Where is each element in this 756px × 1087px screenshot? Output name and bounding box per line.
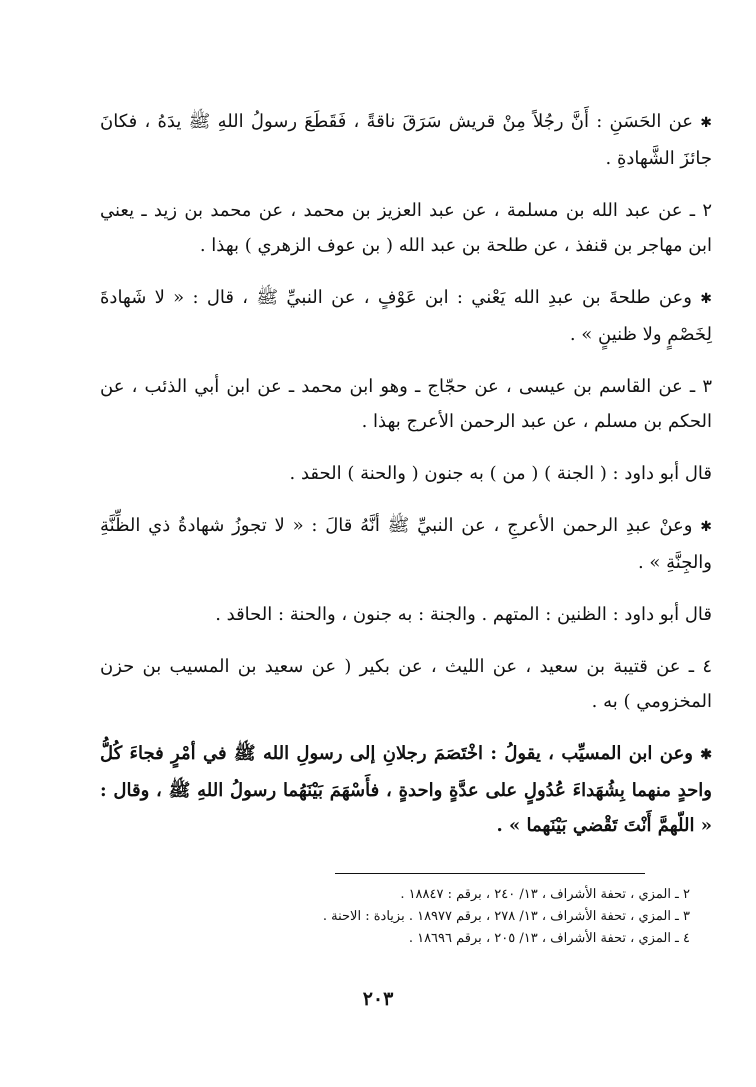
footnote-3: ٣ ـ المزي ، تحفة الأشراف ، ١٣/ ٢٧٨ ، برقم ١٨٩٧٧ . بزيادة : الاحنة . xyxy=(322,909,690,924)
paragraph-chain-3 xyxy=(100,369,712,439)
paragraph-text: ٤ ـ عن قتيبة بن سعيد ، عن الليث ، عن بكير ( عن سعيد بن المسيب بن حزن المخزومي ) به . xyxy=(100,656,712,712)
main-text xyxy=(100,104,712,843)
footnote-2: ٢ ـ المزي ، تحفة الأشراف ، ١٣/ ٢٤٠ ، برقم : ١٨٨٤٧ . xyxy=(400,887,690,902)
paragraph-hadith-3 xyxy=(100,508,712,580)
paragraph-text: عن الحَسَنِ : أَنَّ رجُلاً مِنْ قريش سَرَقَ ناقةً ، فَقَطَعَ رسولُ اللهِ ﷺ يدَهُ ، فكانَ جائزَ الشَّهادةِ . xyxy=(100,111,712,169)
paragraph-hadith-4 xyxy=(100,736,712,843)
star-marker-icon: ✱ xyxy=(700,519,712,535)
star-marker-icon: ✱ xyxy=(700,747,712,763)
star-marker-icon: ✱ xyxy=(700,291,712,307)
paragraph-text: ٢ ـ عن عبد الله بن مسلمة ، عن عبد العزيز بن محمد ، عن محمد بن زيد ـ يعني ابن مهاجر بن قنفذ ، عن طلحة بن عبد الله ( بن عوف الزهري ) بهذا . xyxy=(100,200,712,256)
footnotes xyxy=(200,884,690,950)
paragraph-abu-dawud-note-1 xyxy=(100,456,712,491)
paragraph-text: وعن طلحةَ بن عبدِ الله يَعْني : ابن عَوْفٍ ، عن النبيِّ ﷺ ، قال : « لا شَهادةَ لِخَصْمٍ ولا ظنينٍ » . xyxy=(100,287,712,345)
paragraph-hadith-2 xyxy=(100,280,712,352)
paragraph-text: وعن ابن المسيِّب ، يقولُ : اخْتَصَمَ رجلانِ إلى رسولِ الله ﷺ في أمْرٍ فجاءَ كُلُّ واحدٍ منهما بِشُهَداءَ عُدُولٍ على عدَّةٍ واحدةٍ ، فأَسْهَمَ بَيْنَهُما رسولُ اللهِ ﷺ ، وقال : « اللّهمَّ أَنْتَ تَقْضي بَيْنَهما » . xyxy=(100,743,712,836)
paragraph-chain-4 xyxy=(100,649,712,719)
paragraph-text: وعنْ عبدِ الرحمن الأعرجِ ، عن النبيِّ ﷺ أنَّهُ قالَ : « لا تجوزُ شهادةُ ذي الظِّنَّةِ والجِنَّةِ » . xyxy=(100,515,712,573)
paragraph-hadith-1 xyxy=(100,104,712,176)
paragraph-abu-dawud-note-2 xyxy=(100,597,712,632)
paragraph-chain-2 xyxy=(100,193,712,263)
paragraph-text: قال أبو داود : الظنين : المتهم . والجنة : به جنون ، والحنة : الحاقد . xyxy=(215,604,712,625)
footnote-4: ٤ ـ المزي ، تحفة الأشراف ، ١٣/ ٢٠٥ ، برقم ١٨٦٩٦ . xyxy=(408,931,690,946)
footnote-divider xyxy=(335,873,645,874)
star-marker-icon: ✱ xyxy=(700,115,712,131)
page-number: ٢٠٣ xyxy=(362,988,394,1010)
paragraph-text: قال أبو داود : ( الجنة ) ( من ) به جنون ( والحنة ) الحقد . xyxy=(289,463,712,484)
paragraph-text: ٣ ـ عن القاسم بن عيسى ، عن حجّاج ـ وهو ابن محمد ـ عن ابن أبي الذئب ، عن الحكم بن مسلم ، عن عبد الرحمن الأعرج بهذا . xyxy=(100,376,712,432)
